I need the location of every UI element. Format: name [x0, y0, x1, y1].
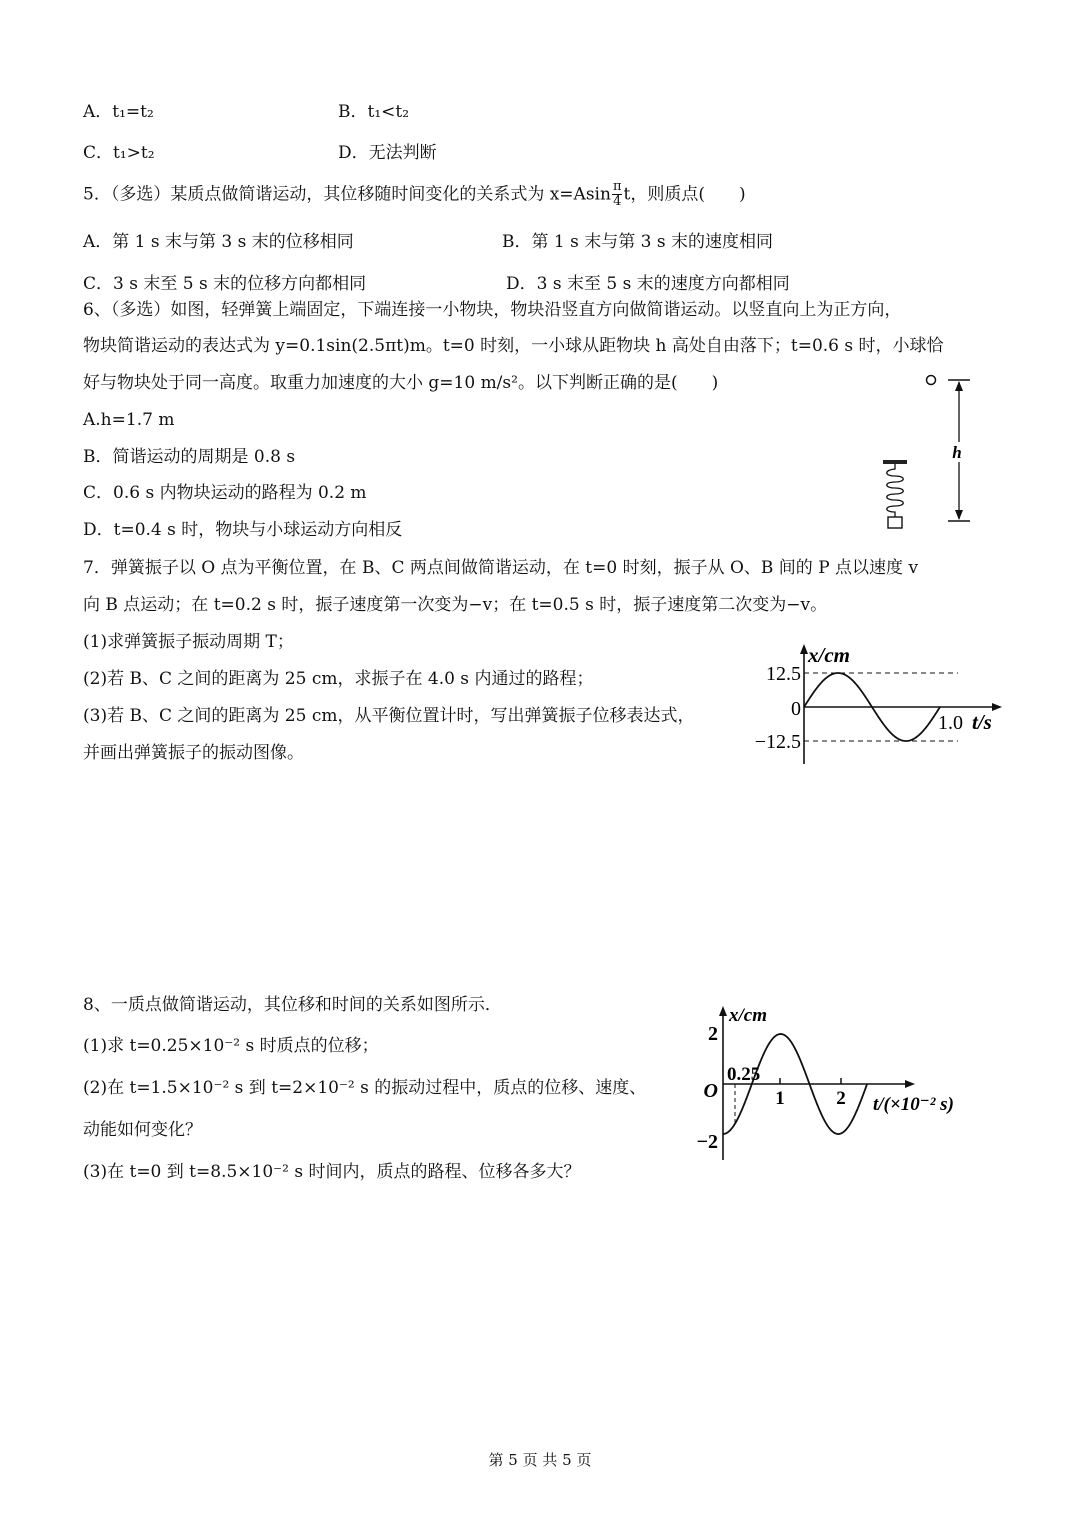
q8-part-3: 动能如何变化？ [83, 1120, 202, 1140]
q6-line-3: 好与物块处于同一高度。取重力加速度的大小 g=10 m/s²。以下判断正确的是( ) [83, 373, 719, 393]
chart1-x-label: t/s [972, 710, 992, 734]
q8-part-1: (1)求 t=0.25×10⁻² s 时质点的位移； [83, 1036, 379, 1056]
q5-option-d: D．3 s 末至 5 s 末的速度方向都相同 [506, 274, 790, 294]
q6-option-a: A.h=1.7 m [83, 410, 175, 430]
spring-coil [887, 464, 904, 517]
q5-stem-b: t，则质点( ) [623, 184, 746, 205]
chart1-x-arrow [992, 703, 1002, 711]
chart2-y-arrow [719, 1006, 727, 1016]
chart2-x-arrow [905, 1080, 915, 1088]
q5-stem-a: 5．（多选）某质点做简谐运动，其位移随时间变化的关系式为 x=Asin [83, 184, 611, 205]
q7-line-1: 7．弹簧振子以 O 点为平衡位置，在 B、C 两点间做简谐运动，在 t=0 时刻，振子从 O、B 间的 P 点以速度 v [83, 558, 919, 578]
q4-option-d: D．无法判断 [338, 143, 437, 163]
chart2-x-label: t/(×10⁻² s) [873, 1094, 954, 1115]
q7-part-3: (3)若 B、C 之间的距离为 25 cm，从平衡位置计时，写出弹簧振子位移表达式， [83, 706, 695, 726]
chart2-x-tick-025: 0.25 [727, 1064, 761, 1085]
q7-vibration-graph [740, 640, 1010, 770]
q8-line-1: 8、一质点做简谐运动，其位移和时间的关系如图所示． [83, 995, 502, 1015]
q7-part-1: (1)求弹簧振子振动周期 T； [83, 632, 294, 652]
q8-vibration-graph [685, 1000, 985, 1165]
chart2-y-tick-min: −2 [696, 1131, 718, 1153]
falling-ball [927, 376, 936, 385]
chart2-origin-label: O [703, 1080, 718, 1102]
h-label: h [952, 443, 962, 462]
q5-frac-num: π [612, 179, 622, 194]
chart1-y-tick-min: −12.5 [754, 731, 801, 753]
q6-line-1: 6、（多选）如图，轻弹簧上端固定，下端连接一小物块，物块沿竖直方向做简谐运动。以竖直向上为正方向， [83, 300, 902, 320]
q8-part-4: (3)在 t=0 到 t=8.5×10⁻² s 时间内，质点的路程、位移各多大？ [83, 1162, 581, 1182]
q6-option-b: B．简谐运动的周期是 0.8 s [83, 447, 296, 467]
q4-option-c: C．t₁>t₂ [83, 143, 155, 163]
q6-option-d: D．t=0.4 s 时，物块与小球运动方向相反 [83, 520, 403, 540]
q4-option-a: A．t₁=t₂ [83, 102, 154, 122]
q7-part-4: 并画出弹簧振子的振动图像。 [83, 743, 304, 763]
q5-option-c: C．3 s 末至 5 s 末的位移方向都相同 [83, 274, 367, 294]
chart2-y-label: x/cm [729, 1005, 767, 1026]
q5-fraction [612, 180, 623, 210]
spring-ceiling [883, 460, 907, 464]
chart2-x-tick-2: 2 [836, 1088, 846, 1109]
q7-line-2: 向 B 点运动；在 t=0.2 s 时，振子速度第一次变为−v；在 t=0.5 s 时，振子速度第二次变为−v。 [83, 595, 828, 615]
chart2-x-tick-1: 1 [775, 1088, 785, 1109]
q6-line-2: 物块简谐运动的表达式为 y=0.1sin(2.5πt)m。t=0 时刻，一小球从距物块 h 高处自由落下；t=0.6 s 时，小球恰 [83, 336, 944, 356]
q5-option-a: A．第 1 s 末与第 3 s 末的位移相同 [83, 232, 354, 252]
h-arrow-up [955, 381, 963, 391]
chart1-y-tick-max: 12.5 [766, 663, 801, 685]
q5-option-b: B．第 1 s 末与第 3 s 末的速度相同 [502, 232, 773, 252]
q7-part-2: (2)若 B、C 之间的距离为 25 cm，求振子在 4.0 s 内通过的路程； [83, 669, 594, 689]
spring-figure [870, 366, 980, 536]
chart2-y-tick-max: 2 [708, 1023, 718, 1045]
q6-option-c: C．0.6 s 内物块运动的路程为 0.2 m [83, 483, 367, 503]
chart1-y-tick-zero: 0 [791, 698, 801, 720]
h-arrow-down [955, 510, 963, 520]
q8-part-2: (2)在 t=1.5×10⁻² s 到 t=2×10⁻² s 的振动过程中，质点的位移、速度、 [83, 1078, 647, 1098]
chart1-y-arrow [800, 644, 808, 654]
chart1-y-label: x/cm [808, 643, 850, 667]
q4-option-b: B．t₁<t₂ [338, 102, 410, 122]
chart1-x-tick-end: 1.0 [938, 712, 963, 734]
q5-frac-den: 4 [613, 194, 622, 210]
q5-stem [83, 180, 746, 210]
page-footer: 第 5 页 共 5 页 [488, 1451, 592, 1469]
spring-block [888, 517, 902, 528]
